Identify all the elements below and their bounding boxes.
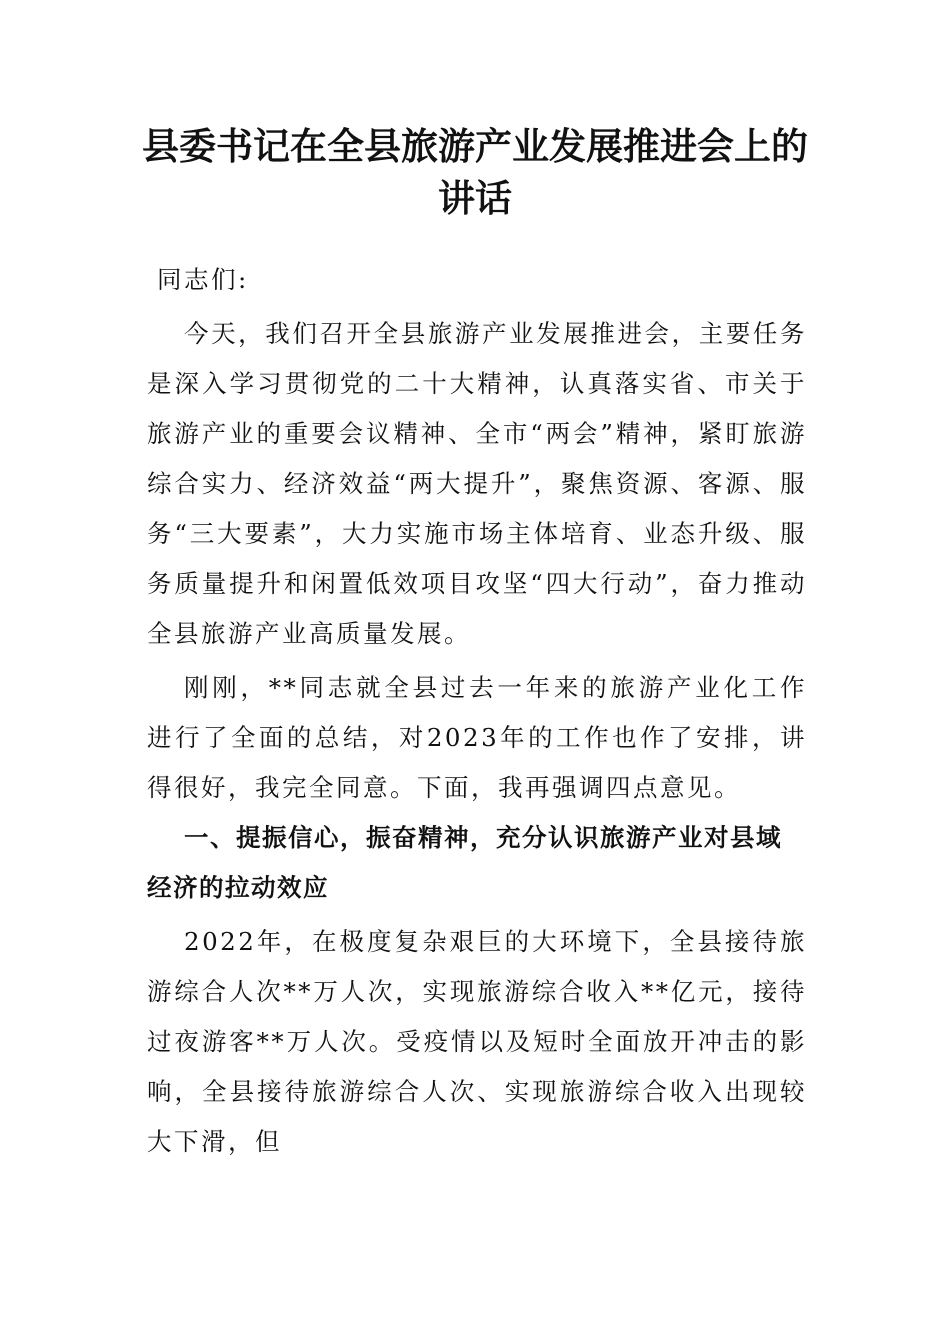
section-heading: 一、提振信心，振奋精神，充分认识旅游产业对县域经济的拉动效应 xyxy=(147,823,782,902)
paragraph-intro: 今天，我们召开全县旅游产业发展推进会，主要任务是深入学习贯彻党的二十大精神，认真落实省、市关于旅游产业的重要会议精神、全市“两会”精神，紧盯旅游综合实力、经济效益“两大提升”，聚焦资源、客源、服务“三大要素”，大力实施市场主体培育、业态升级、服务质量提升和闲置低效项目攻坚“四大行动”，奋力推动全县旅游产业高质量发展。 xyxy=(147,319,807,648)
paragraph-section-one: 2022年，在极度复杂艰巨的大环境下，全县接待旅游综合人次**万人次，实现旅游综合收入**亿元，接待过夜游客**万人次。受疫情以及短时全面放开冲击的影响，全县接待旅游综合人次、实现旅游综合收入出现较大下滑，但 xyxy=(147,927,807,1156)
salutation: 同志们: xyxy=(157,265,249,294)
paragraph-summary: 刚刚，**同志就全县过去一年来的旅游产业化工作进行了全面的总结，对2023年的工作也作了安排，讲得很好，我完全同意。下面，我再强调四点意见。 xyxy=(147,673,807,802)
document-body xyxy=(147,255,807,1167)
document-title: 县委书记在全县旅游产业发展推进会上的讲话 xyxy=(142,124,808,220)
